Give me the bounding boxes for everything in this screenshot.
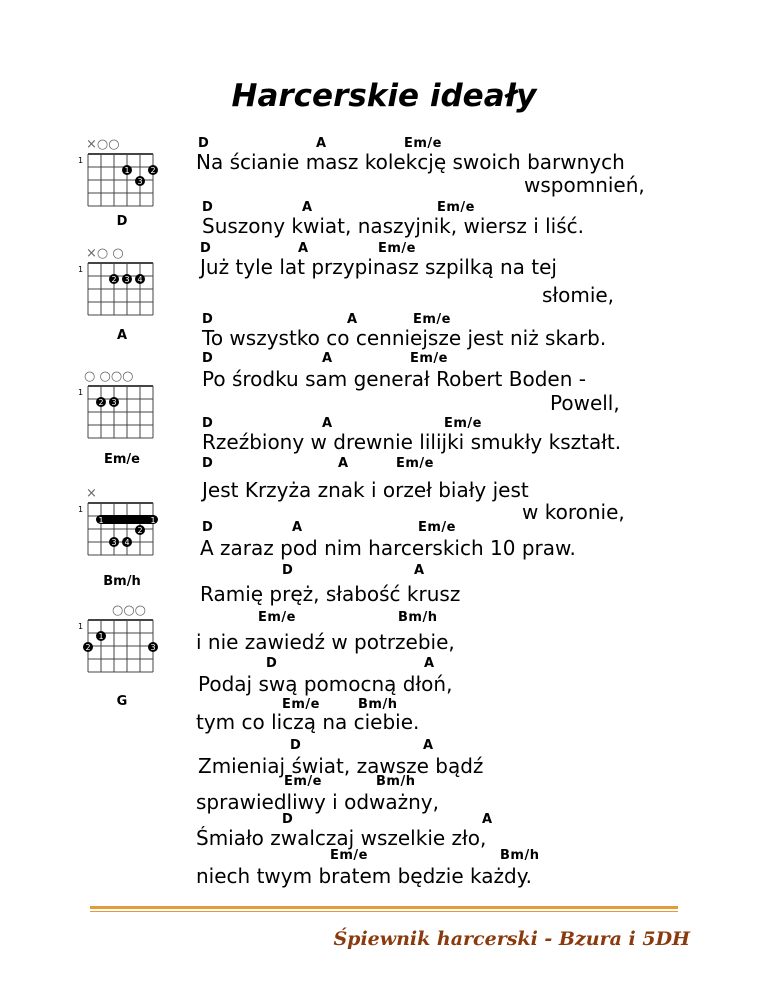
chord: Bm/h xyxy=(376,774,416,789)
svg-text:3: 3 xyxy=(150,643,156,652)
chord: Em/e xyxy=(282,697,320,712)
lyric-line: i nie zawiedź w potrzebie, xyxy=(196,630,455,654)
chord: A xyxy=(322,351,333,366)
chord-diagram-em-e xyxy=(78,368,168,448)
chord: Em/e xyxy=(258,610,296,625)
lyric-line: Ramię pręż, słabość krusz xyxy=(200,582,461,606)
chord: A xyxy=(292,520,303,535)
chord: Em/e xyxy=(437,200,475,215)
chord: A xyxy=(316,136,327,151)
chord: D xyxy=(202,456,214,471)
svg-text:4: 4 xyxy=(137,275,143,284)
chord: D xyxy=(202,351,214,366)
lyric-line-continuation: wspomnień, xyxy=(524,173,645,197)
svg-text:3: 3 xyxy=(124,275,130,284)
muted-open-markers: ×○ ○ xyxy=(86,246,124,261)
chord: D xyxy=(200,241,212,256)
barre xyxy=(96,515,158,524)
chord: D xyxy=(290,738,302,753)
footer-rule-thin xyxy=(90,911,678,912)
fret-number: 1 xyxy=(78,265,84,274)
lyric-line: tym co liczą na ciebie. xyxy=(196,710,420,734)
svg-text:2: 2 xyxy=(137,526,143,535)
svg-text:4: 4 xyxy=(124,538,130,547)
lyric-line: Zmieniaj świat, zawsze bądź xyxy=(198,754,484,778)
lyric-line: sprawiedliwy i odważny, xyxy=(196,790,439,814)
chord: D xyxy=(198,136,210,151)
chord: A xyxy=(338,456,349,471)
svg-text:2: 2 xyxy=(111,275,117,284)
chord: Em/e xyxy=(413,312,451,327)
muted-open-markers: ×○○ xyxy=(86,137,120,152)
lyric-line: Po środku sam generał Robert Boden - xyxy=(202,367,586,391)
lyric-line: Jest Krzyża znak i orzeł biały jest xyxy=(202,478,529,502)
chord-diagram-bm-h xyxy=(78,485,168,565)
chord: D xyxy=(202,200,214,215)
chord: Em/e xyxy=(410,351,448,366)
footer-rule xyxy=(90,906,678,909)
chord: A xyxy=(298,241,309,256)
chord: D xyxy=(202,520,214,535)
lyric-line: niech twym bratem będzie każdy. xyxy=(196,864,533,888)
svg-text:2: 2 xyxy=(150,166,156,175)
chord: Em/e xyxy=(330,848,368,863)
chord: A xyxy=(414,563,425,578)
lyric-line: To wszystko co cenniejsze jest niż skarb. xyxy=(202,326,607,350)
chord: Em/e xyxy=(444,416,482,431)
chord: D xyxy=(202,312,214,327)
lyric-line: Już tyle lat przypinasz szpilką na tej xyxy=(200,255,557,279)
chord: A xyxy=(347,312,358,327)
chord: Em/e xyxy=(418,520,456,535)
lyric-line: Suszony kwiat, naszyjnik, wiersz i liść. xyxy=(202,214,584,238)
song-title: Harcerskie ideały xyxy=(231,78,537,114)
svg-text:3: 3 xyxy=(111,538,117,547)
chord: A xyxy=(482,812,493,827)
chord: Bm/h xyxy=(500,848,540,863)
muted-open-markers: ○○○ xyxy=(112,603,147,618)
chord: Em/e xyxy=(396,456,434,471)
chord: A xyxy=(424,656,435,671)
svg-text:1: 1 xyxy=(98,632,104,641)
svg-text:1: 1 xyxy=(150,516,156,525)
svg-text:3: 3 xyxy=(137,177,143,186)
svg-text:1: 1 xyxy=(98,516,104,525)
chord-diagram-d xyxy=(78,136,168,216)
lyric-line-continuation: w koronie, xyxy=(522,500,625,524)
muted-open-markers: × xyxy=(86,486,97,501)
chord-label-g: G xyxy=(116,694,128,709)
chord: Bm/h xyxy=(398,610,438,625)
svg-text:1: 1 xyxy=(124,166,130,175)
chord-label-em-e: Em/e xyxy=(104,452,140,467)
chord: Em/e xyxy=(378,241,416,256)
chord: A xyxy=(322,416,333,431)
chord: Em/e xyxy=(404,136,442,151)
chord-label-bm-h: Bm/h xyxy=(103,574,141,589)
lyric-line: Podaj swą pomocną dłoń, xyxy=(198,672,453,696)
chord: D xyxy=(282,812,294,827)
fret-number: 1 xyxy=(78,505,84,514)
svg-text:3: 3 xyxy=(111,398,117,407)
lyric-line: Śmiało zwalczaj wszelkie zło, xyxy=(196,826,487,850)
fret-number: 1 xyxy=(78,388,84,397)
chord: D xyxy=(202,416,214,431)
chord: A xyxy=(423,738,434,753)
chord: Em/e xyxy=(284,774,322,789)
muted-open-markers: ○ ○○○ xyxy=(84,369,134,384)
chord: D xyxy=(282,563,294,578)
svg-text:2: 2 xyxy=(98,398,104,407)
chord: A xyxy=(302,200,313,215)
chord-label-a: A xyxy=(116,328,128,343)
chord: D xyxy=(266,656,278,671)
lyric-line-continuation: słomie, xyxy=(542,283,615,307)
lyric-line: Rzeźbiony w drewnie lilijki smukły kształt. xyxy=(202,430,622,454)
chord-diagram-a xyxy=(78,245,168,325)
footer-text: Śpiewnik harcerski - Bzura i 5DH xyxy=(333,928,690,950)
svg-text:2: 2 xyxy=(85,643,91,652)
lyric-line: Na ścianie masz kolekcję swoich barwnych xyxy=(196,150,625,174)
chord-diagram-g xyxy=(78,602,168,682)
lyric-line-continuation: Powell, xyxy=(550,391,620,415)
fret-number: 1 xyxy=(78,622,84,631)
fret-number: 1 xyxy=(78,156,84,165)
lyric-line: A zaraz pod nim harcerskich 10 praw. xyxy=(200,536,576,560)
chord-label-d: D xyxy=(116,214,128,229)
chord: Bm/h xyxy=(358,697,398,712)
